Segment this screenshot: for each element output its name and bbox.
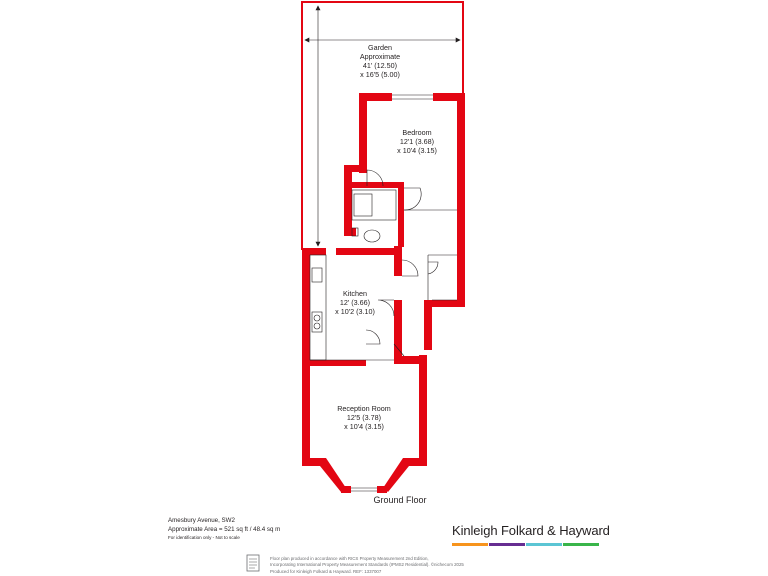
reception-dim-length: 12'5 (3.78) xyxy=(346,413,382,422)
garden-dim-length: 41' (12.50) xyxy=(362,61,398,70)
rics-badge-icon xyxy=(246,554,260,572)
bedroom-dim-width: x 10'4 (3.15) xyxy=(397,146,437,155)
property-info xyxy=(168,517,280,543)
bedroom-name: Bedroom xyxy=(402,128,432,137)
brand-stripe-cyan xyxy=(526,543,562,546)
property-address: Amesbury Avenue, SW2 xyxy=(168,517,235,524)
bedroom-dim-length: 12'1 (3.68) xyxy=(399,137,435,146)
kitchen-dim-width: x 10'2 (3.10) xyxy=(335,307,375,316)
garden-dim-width: x 16'5 (5.00) xyxy=(360,70,400,79)
garden-label xyxy=(330,43,430,79)
reception-name: Reception Room xyxy=(337,404,391,413)
reception-label xyxy=(314,404,414,431)
internal-partitions xyxy=(310,210,457,360)
legal-line-2: Incorporating International Property Measurement Standards (IPMS2 Residential). ©nichecom 2025 xyxy=(270,562,464,568)
brand-stripe-orange xyxy=(452,543,488,546)
bedroom-label xyxy=(367,128,467,155)
legal-line-1: Floor plan produced in accordance with RICS Property Measurement 2nd Edition, xyxy=(270,556,429,561)
garden-approximate: Approximate xyxy=(359,52,401,61)
kitchen-label xyxy=(305,289,405,316)
kitchen-name: Kitchen xyxy=(343,289,367,298)
legal-line-3: Produced for Kinleigh Folkard & Hayward. REF: 1337007 xyxy=(270,568,382,574)
reception-dim-width: x 10'4 (3.15) xyxy=(344,422,384,431)
legal-notice xyxy=(270,556,500,575)
brand-stripe-purple xyxy=(489,543,525,546)
brand-stripe-green xyxy=(563,543,599,546)
floor-label: Ground Floor xyxy=(373,495,427,505)
property-area: Approximate Area = 521 sq ft / 48.4 sq m xyxy=(168,525,281,533)
brand-name: Kinleigh Folkard & Hayward xyxy=(452,523,610,538)
kitchen-dim-length: 12' (3.66) xyxy=(339,298,371,307)
garden-name: Garden xyxy=(368,43,392,52)
property-note: For identification only - Not to scale xyxy=(168,535,240,541)
bathroom-fittings xyxy=(352,190,396,242)
